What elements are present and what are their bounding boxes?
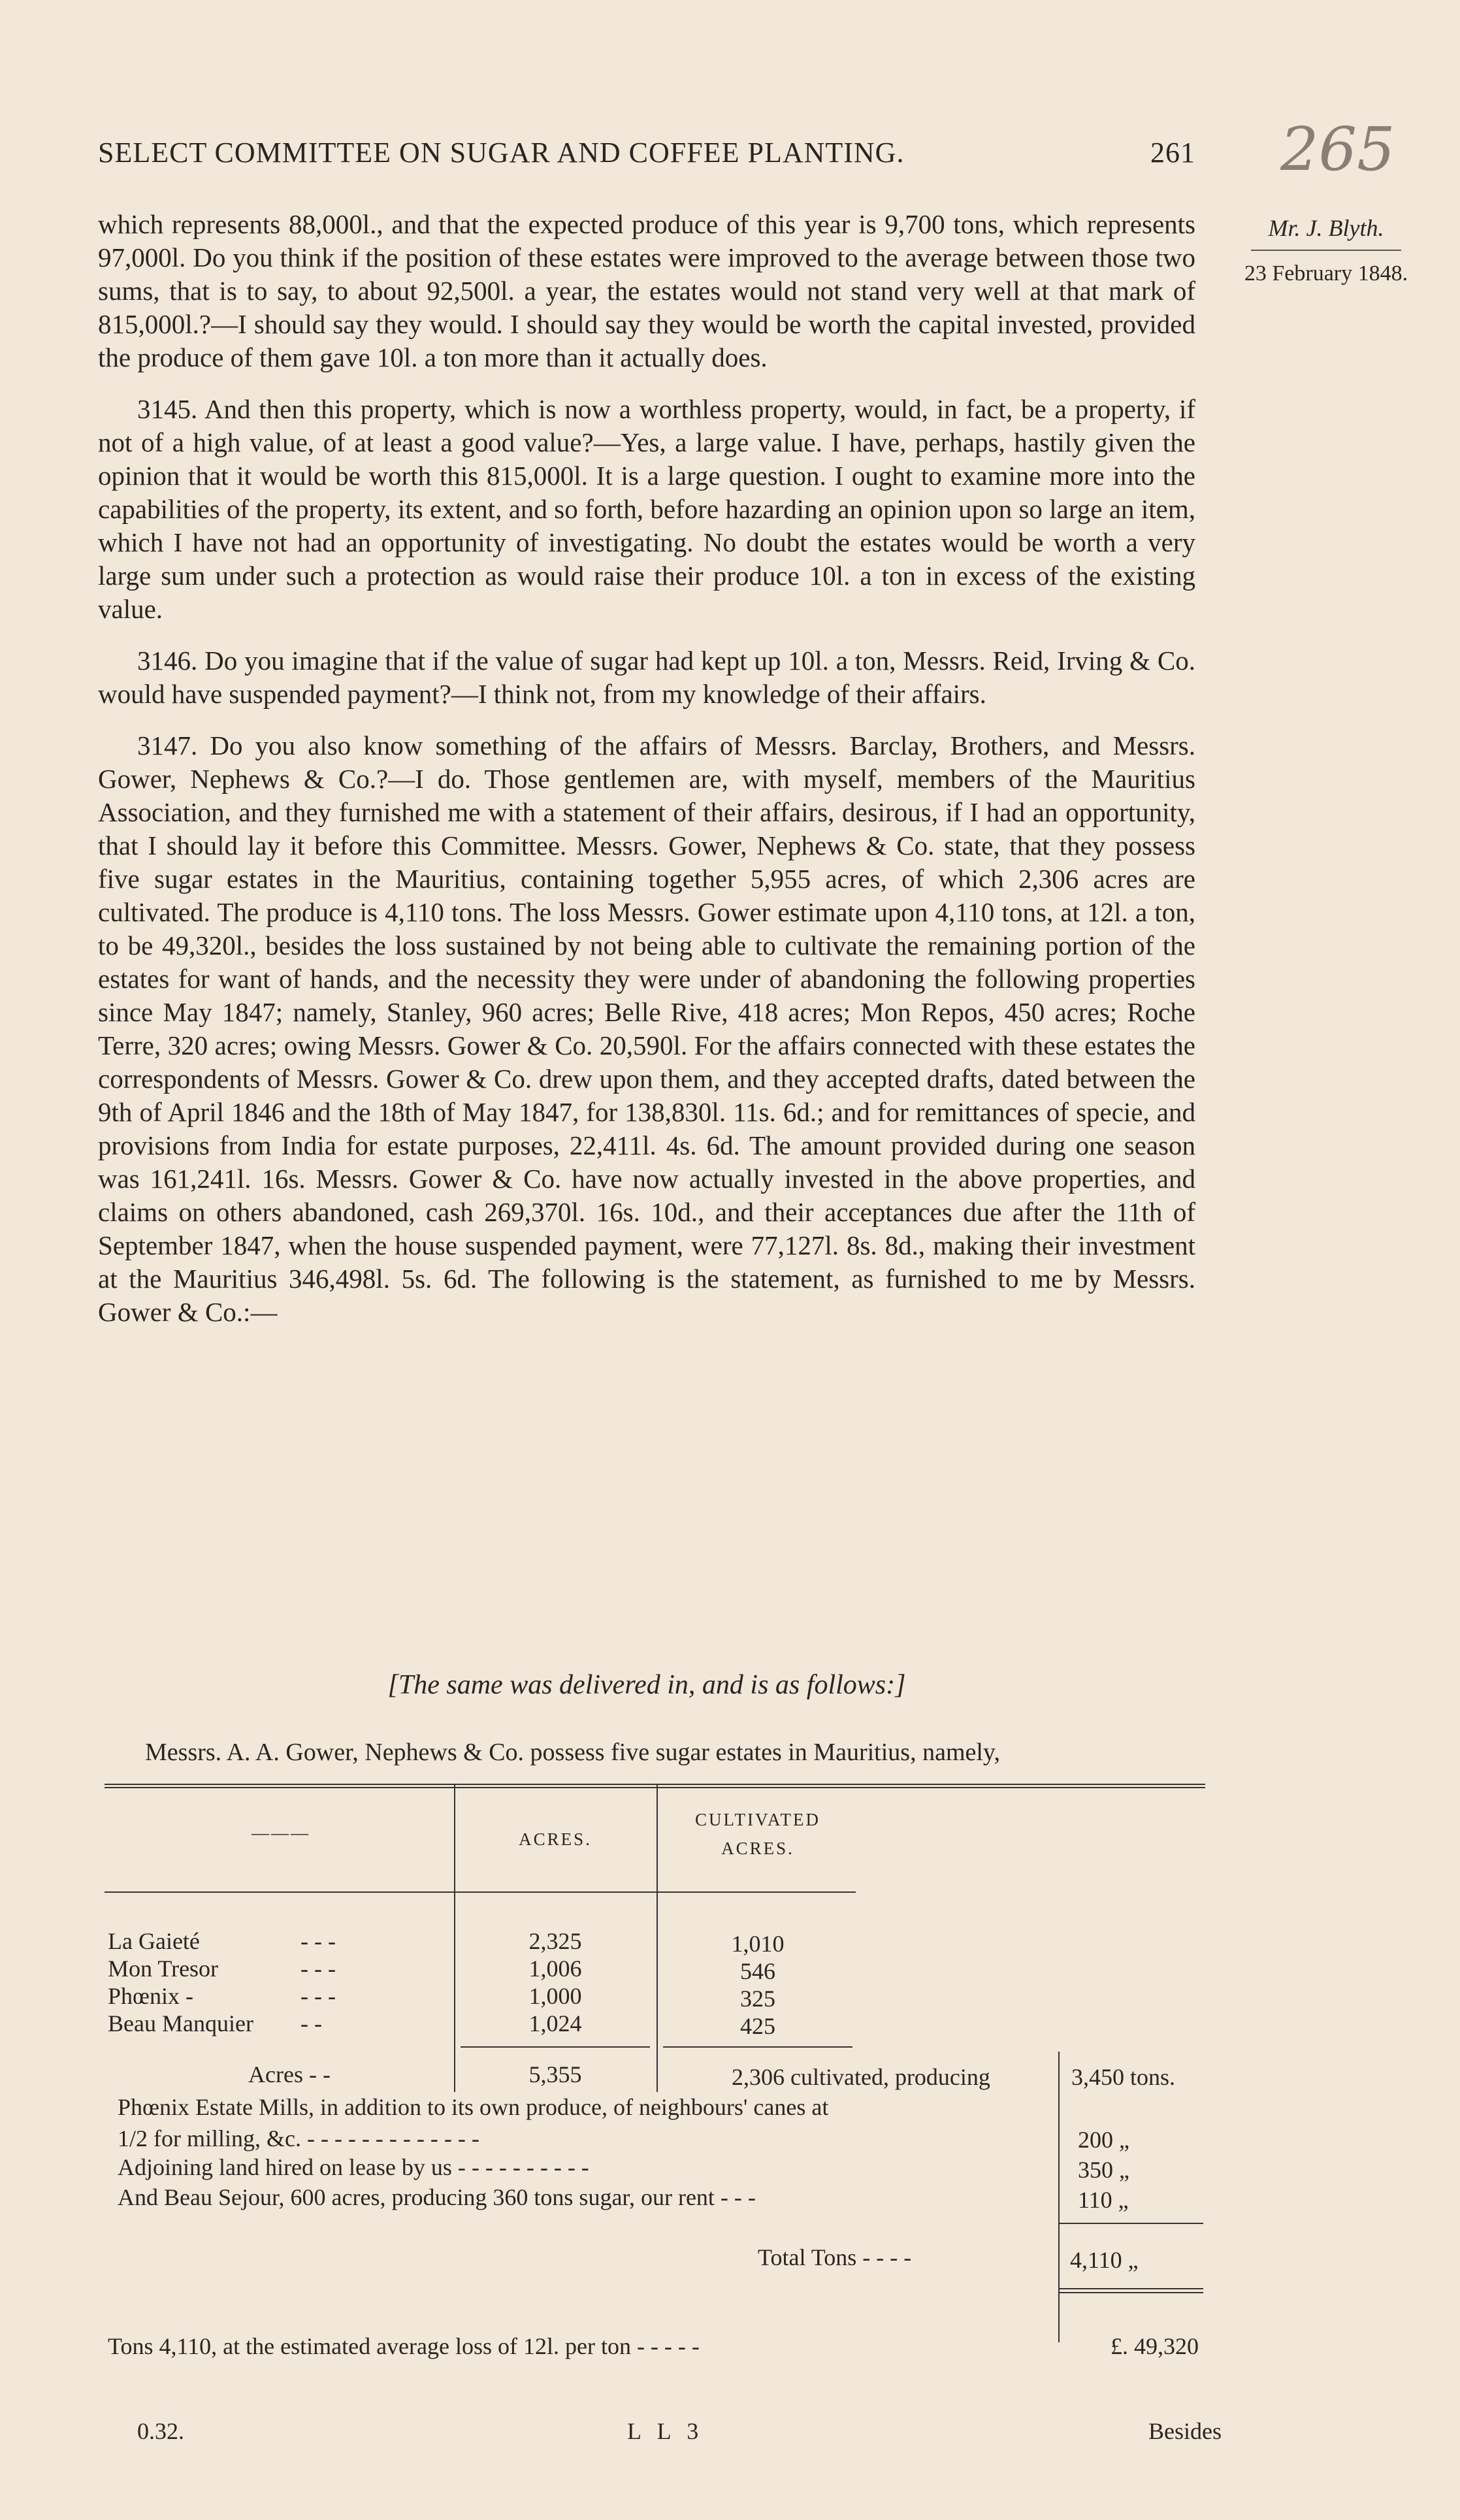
extra-value: 110 „ [1078, 2187, 1129, 2213]
table-col-divider-1 [454, 1784, 455, 2092]
cultivated-producing: 2,306 cultivated, producing [732, 2064, 990, 2090]
table-top-rule [105, 1784, 1205, 1785]
acres-total-label: Acres - - [248, 2061, 331, 2087]
extra-line: Phœnix Estate Mills, in addition to its own produce, of neighbours' canes at [118, 2094, 829, 2120]
col1-header: ——— [251, 1823, 310, 1842]
witness-name: Mr. J. Blyth. [1268, 215, 1384, 241]
extra-value: 350 „ [1078, 2157, 1129, 2183]
table-header-rule [105, 1891, 856, 1893]
acres-total: 5,355 [528, 2061, 582, 2087]
page-footer [137, 2417, 1222, 2445]
footer-catchword: Besides [1148, 2418, 1222, 2444]
paragraph-3146: 3146. Do you imagine that if the value of sugar had kept up 10l. a ton, Messrs. Reid, Irving & Co. would have suspended payment?—I think not, from my knowledge of their affairs. [98, 646, 1195, 709]
total-tons-label: Total Tons - - - - [758, 2244, 912, 2270]
row-dots: - - - [300, 1983, 336, 2009]
loss-summary [108, 2332, 1199, 2360]
extra-value: 200 „ [1078, 2127, 1129, 2153]
paragraph-continued: which represents 88,000l., and that the expected produce of this year is 9,700 tons, which represents 97,000l. Do you think if the position of these estates were improved to the average between those two sums, that is to say, to about 92,500l. a year, the estates would not stand very well at that mark of 815,000l.?—I should say they would. I should say they would be worth the capital invested, provided the produce of them gave 10l. a ton more than it actually does. [98, 209, 1195, 372]
row-name: Beau Manquier [108, 2010, 253, 2037]
total-rule-double [1060, 2292, 1203, 2293]
estates-table [105, 1784, 1205, 2359]
row-acres: 1,006 [528, 1955, 582, 1982]
table-col-divider-2 [657, 1784, 658, 2092]
paragraph-3145: 3145. And then this property, which is now a worthless property, would, in fact, be a property, if not of a high value, of at least a good value?—Yes, a large value. I have, perhaps, hastily given the opinion that it would be worth this 815,000l. It is a large question. I ought to examine more into the capabilities of the property, its extent, and so forth, before hazarding an opinion upon so large an item, which I have not had an opportunity of investigating. No doubt the estates would be worth a very large sum under such a protection as would raise their produce 10l. a ton in excess of the existing value. [98, 394, 1195, 624]
testimony-date: 23 February 1848. [1244, 261, 1408, 286]
row-dots: - - - [300, 1955, 336, 1982]
margin-note [1228, 214, 1424, 286]
footer-sheet-number: 0.32. [137, 2418, 184, 2444]
running-header [98, 136, 1195, 169]
delivered-note: [The same was delivered in, and is as follows:] [387, 1670, 906, 1700]
table-intro: Messrs. A. A. Gower, Nephews & Co. possess five sugar estates in Mauritius, namely, [145, 1739, 1000, 1766]
row-dots: - - [300, 2010, 322, 2037]
footer-signature: L L 3 [627, 2418, 704, 2444]
extra-line: Adjoining land hired on lease by us - - - - - - - - - - [118, 2154, 589, 2180]
row-cultivated: 425 [740, 2013, 775, 2039]
tons-main: 3,450 tons. [1071, 2064, 1176, 2090]
row-cultivated: 546 [740, 1958, 775, 1984]
extra-line-cont: 1/2 for milling, &c. - - - - - - - - - - - - - [118, 2125, 479, 2152]
total-tons-value: 4,110 „ [1070, 2247, 1139, 2273]
row-name: Phœnix - [108, 1983, 194, 2009]
row-dots: - - - [300, 1928, 336, 1954]
paragraph-3147: 3147. Do you also know something of the affairs of Messrs. Barclay, Brothers, and Messrs. Gower, Nephews & Co.?—I do. Those gentlemen are, with myself, members of the Mauritius Association, and they furnished me with a statement of their affairs, desirous, if I had an opportunity, that I should lay it before this Committee. Messrs. Gower, Nephews & Co. state, that they possess five sugar estates in the Mauritius, containing together 5,955 acres, of which 2,306 acres are cultivated. The produce is 4,110 tons. The loss Messrs. Gower estimate upon 4,110 tons, at 12l. a ton, to be 49,320l., besides the loss sustained by not being able to cultivate the remaining portion of the estates for want of hands, and the necessity they were under of abandoning the following properties since May 1847; namely, Stanley, 960 acres; Belle Rive, 418 acres; Mon Repos, 450 acres; Roche Terre, 320 acres; owing Messrs. Gower & Co. 20,590l. For the affairs connected with these estates the correspondents of Messrs. Gower & Co. drew upon them, and they accepted drafts, dated between the 9th of April 1846 and the 18th of May 1847, for 138,830l. 11s. 6d.; and for remittances of specie, and provisions from India for estate purposes, 22,411l. 4s. 6d. The amount provided during one season was 161,241l. 16s. Messrs. Gower & Co. have now actually invested in the above properties, and claims on others abandoned, cash 269,370l. 16s. 10d., and their acceptances due after the 11th of September 1847, when the house suspended payment, were 77,127l. 8s. 8d., making their investment at the Mauritius 346,498l. 5s. 6d. The following is the statement, as furnished to me by Messrs. Gower & Co.:— [98, 730, 1195, 1327]
header-title: SELECT COMMITTEE ON SUGAR AND COFFEE PLANTING. [98, 137, 905, 169]
tons-column-divider [1058, 2052, 1060, 2342]
row-acres: 1,000 [528, 1983, 582, 2009]
acres-sum-rule [461, 2046, 650, 2048]
handwritten-folio: 265 [1280, 114, 1395, 184]
row-name: La Gaieté [108, 1928, 200, 1954]
tons-sum-rule [1060, 2223, 1203, 2224]
row-acres: 2,325 [528, 1928, 582, 1954]
margin-rule [1251, 250, 1401, 251]
total-rule [1060, 2288, 1203, 2289]
row-acres: 1,024 [528, 2010, 582, 2037]
col2-header: ACRES. [519, 1829, 592, 1849]
loss-summary-amount: £. 49,320 [1111, 2333, 1199, 2359]
col3-header-line1: CULTIVATED [694, 1810, 820, 1829]
loss-summary-text: Tons 4,110, at the estimated average loss of 12l. per ton - - - - - [108, 2333, 700, 2359]
row-cultivated: 325 [740, 1986, 775, 2012]
extra-line: And Beau Sejour, 600 acres, producing 360 tons sugar, our rent - - - [118, 2184, 756, 2210]
col3-header-line2: ACRES. [721, 1839, 794, 1858]
cultivated-sum-rule [663, 2046, 852, 2048]
row-name: Mon Tresor [108, 1955, 219, 1982]
row-cultivated: 1,010 [731, 1931, 785, 1957]
body-text [98, 208, 1195, 1347]
page-number: 261 [1150, 137, 1195, 169]
table-top-rule-double [105, 1787, 1205, 1788]
